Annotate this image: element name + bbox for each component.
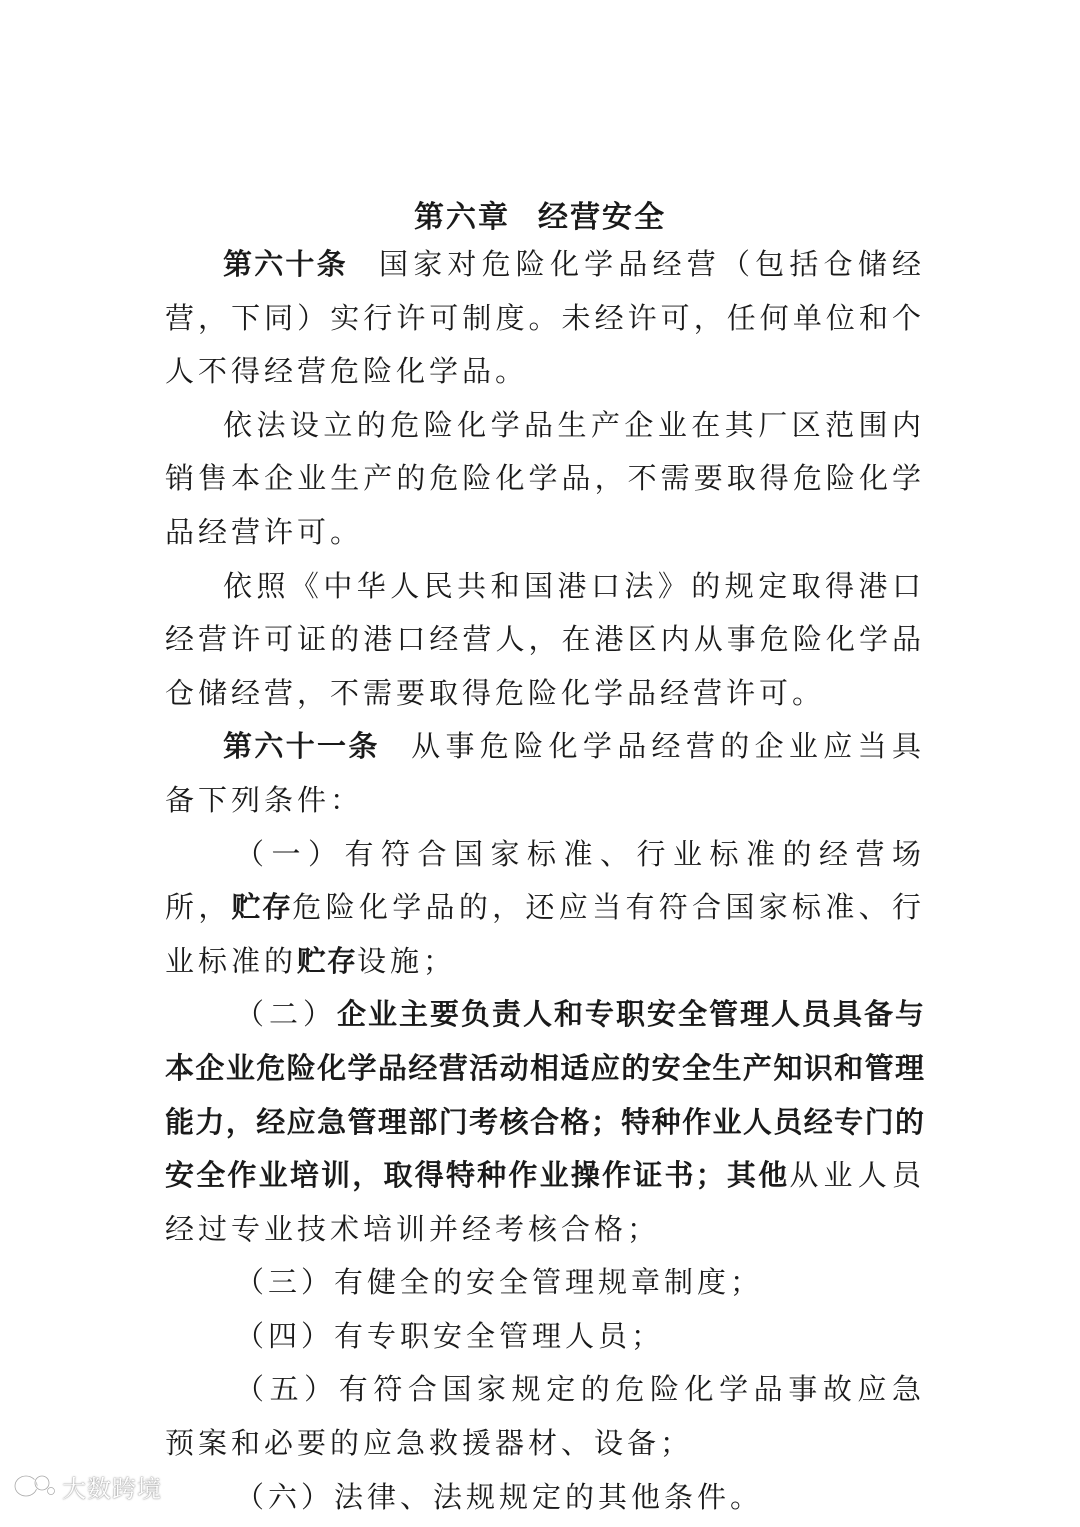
article-61-paragraph-intro [165,720,925,827]
article-60-paragraph-1 [165,238,925,399]
article-61-item-4 [165,1310,925,1364]
item-1-text-a: （一）有符合国家标准、行业标准的经营场所， [165,836,925,925]
document-body [165,238,925,1524]
bubble-logo-icon [12,1471,56,1501]
item-1-bold-a: 贮存 [231,890,293,925]
item-1-text-b: 危险化学品的，还应当有符合国家标准、行业标准的 [165,890,925,978]
article-60-paragraph-3 [165,560,925,721]
article-61-item-2 [165,988,925,1256]
chapter-title [0,192,1080,236]
article-61-intro: 从事危险化学品经营的企业应当具备下列条件： [165,729,925,817]
article-60-paragraph-2 [165,399,925,560]
watermark [12,1466,162,1506]
watermark-text: 大数跨境 [62,1474,162,1503]
article-60-text-2: 依法设立的危险化学品生产企业在其厂区范围内销售本企业生产的危险化学品，不需要取得危险化学品经营许可。 [165,407,925,549]
item-2-text: 从业人员经过专业技术培训并经考核合格； [165,1158,925,1246]
item-2-prefix: （二） [235,997,337,1032]
item-2-bold: 企业主要负责人和专职安全管理人员具备与本企业危险化学品经营活动相适应的安全生产知识和管理能力，经应急管理部门考核合格；特种作业人员经专门的安全作业培训，取得特种作业操作证书；其他 [165,997,925,1193]
article-61-item-1 [165,828,925,989]
item-1-bold-b: 贮存 [297,943,358,978]
item-4-text: （四）有专职安全管理人员； [235,1318,665,1353]
article-61-number: 第六十一条 [223,729,380,764]
article-60-text-3: 依照《中华人民共和国港口法》的规定取得港口经营许可证的港口经营人，在港区内从事危险化学品仓储经营，不需要取得危险化学品经营许可。 [165,568,925,710]
item-5-text: （五）有符合国家规定的危险化学品事故应急预案和必要的应急救援器材、设备； [165,1372,925,1461]
article-61-item-5 [165,1363,925,1470]
article-61-item-6 [165,1471,925,1525]
article-60-text-1: 国家对危险化学品经营（包括仓储经营，下同）实行许可制度。未经许可，任何单位和个人不得经营危险化学品。 [165,247,925,389]
item-3-text: （三）有健全的安全管理规章制度； [235,1265,764,1300]
article-60-number: 第六十条 [223,247,348,281]
item-6-text: （六）法律、法规规定的其他条件。 [235,1479,764,1514]
chapter-number: 第六章 [414,200,510,235]
chapter-name: 经营安全 [538,200,666,235]
item-1-text-c: 设施； [357,943,457,978]
article-61-item-3 [165,1256,925,1310]
